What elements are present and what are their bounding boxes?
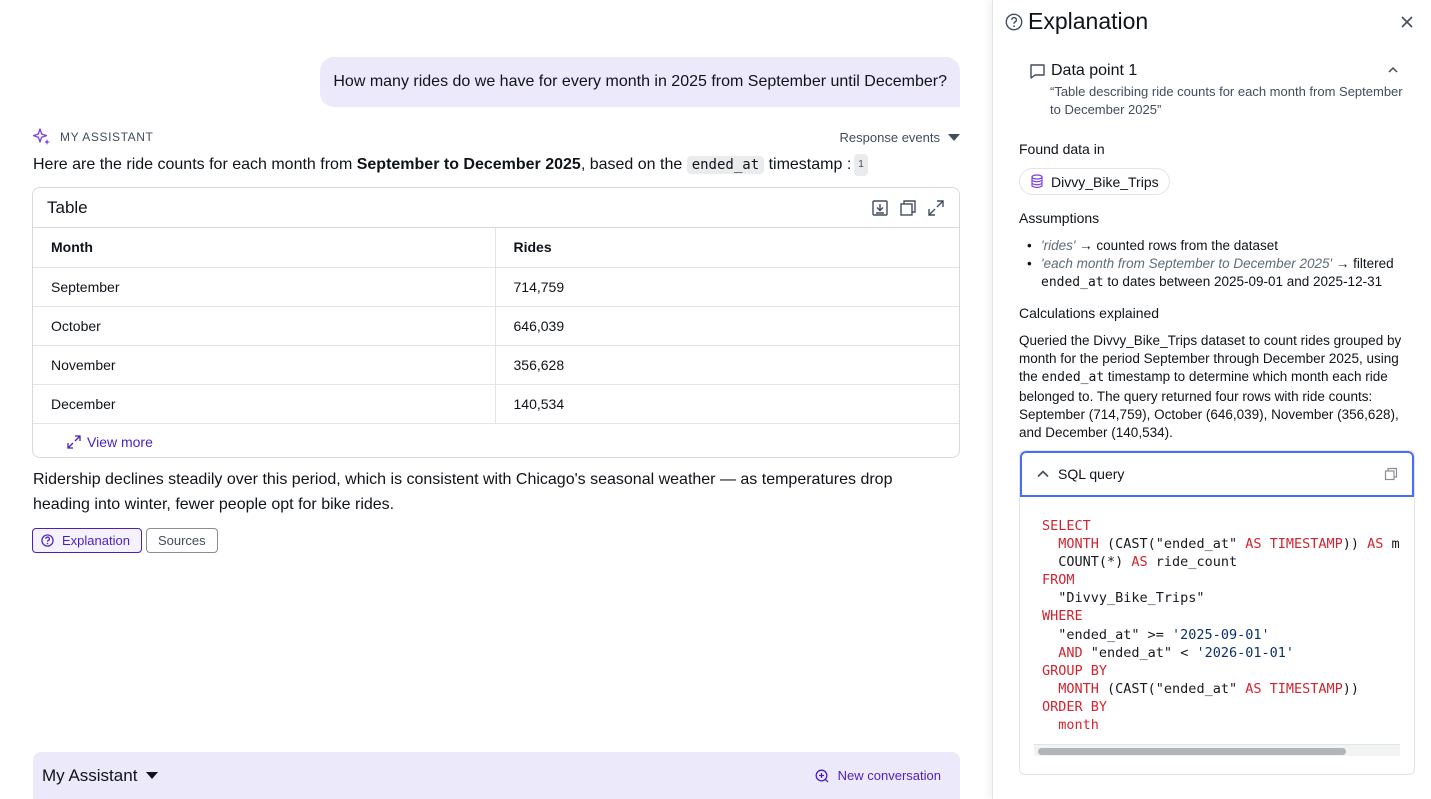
cell-month: October <box>33 306 495 345</box>
assistant-header <box>32 126 960 148</box>
calculations-label: Calculations explained <box>1019 305 1160 321</box>
assumption-text: → filtered <box>1332 256 1394 271</box>
cell-month: November <box>33 345 495 384</box>
assumption-item <box>1027 255 1427 292</box>
cell-rides: 646,039 <box>495 306 959 345</box>
table-title: Table <box>47 197 88 217</box>
citation-badge[interactable]: 1 <box>854 154 868 176</box>
calc-code: ended_at <box>1041 370 1105 386</box>
assumptions-list <box>1027 237 1427 292</box>
assistant-selector-label: My Assistant <box>42 765 138 785</box>
assumption-code: ended_at <box>1041 275 1104 290</box>
answer-intro <box>33 154 868 176</box>
sources-button[interactable] <box>146 528 218 553</box>
assumptions-label: Assumptions <box>1019 210 1100 226</box>
horizontal-scrollbar[interactable] <box>1034 744 1400 756</box>
assumption-term: 'rides' <box>1041 238 1076 253</box>
table-row <box>33 384 959 423</box>
sql-query-card <box>1019 450 1415 775</box>
close-icon[interactable] <box>1399 14 1415 30</box>
new-conversation-button[interactable] <box>815 768 941 783</box>
intro-bold: September to December 2025 <box>356 156 581 173</box>
help-circle-icon <box>41 534 54 547</box>
assumption-term: 'each month from September to December 2025' <box>1041 256 1333 271</box>
sparkle-icon <box>32 127 52 147</box>
explanation-button-label: Explanation <box>62 533 130 548</box>
user-message: How many rides do we have for every month in 2025 from September until December? <box>320 57 960 107</box>
answer-summary: Ridership declines steadily over this period, which is consistent with Chicago's seasonal weather — as temperatures drop heading into winter, fewer people opt for bike rides. <box>33 471 893 513</box>
dataset-name: Divvy_Bike_Trips <box>1051 173 1159 190</box>
scrollbar-thumb[interactable] <box>1038 748 1346 755</box>
expand-icon[interactable] <box>927 199 945 217</box>
new-conversation-label: New conversation <box>837 768 941 783</box>
assumption-text-b: to dates between 2025-09-01 and 2025-12-31 <box>1103 274 1383 289</box>
download-icon[interactable] <box>871 199 889 217</box>
calc-text-b: timestamp to determine which month each ride belonged to. The query returned four rows with ride counts: September (714,759), October (646,039), November (356,628), and December (140,534). <box>1019 369 1399 441</box>
column-header-month[interactable]: Month <box>33 228 495 267</box>
explanation-panel <box>992 0 1431 799</box>
chevron-up-icon <box>1036 467 1050 481</box>
table-row <box>33 345 959 384</box>
assumption-item <box>1027 237 1427 255</box>
cell-rides: 140,534 <box>495 384 959 423</box>
found-data-label: Found data in <box>1019 141 1105 157</box>
response-events-label: Response events <box>839 129 940 145</box>
explanation-button[interactable] <box>32 528 142 553</box>
assistant-label: MY ASSISTANT <box>60 130 154 144</box>
cell-rides: 356,628 <box>495 345 959 384</box>
data-point-title: Data point 1 <box>1051 62 1138 79</box>
calculations-text <box>1019 332 1411 442</box>
table-actions <box>871 199 945 217</box>
sql-query-label: SQL query <box>1058 466 1125 482</box>
new-chat-icon <box>815 769 829 783</box>
response-events-dropdown[interactable] <box>840 130 960 145</box>
help-circle-icon <box>1005 13 1023 31</box>
dataset-chip[interactable] <box>1019 168 1170 195</box>
view-more-link[interactable] <box>33 424 959 459</box>
column-header-rides[interactable]: Rides <box>495 228 959 267</box>
cell-month: September <box>33 267 495 306</box>
view-more-label: View more <box>87 433 153 450</box>
data-point-quote: “Table describing ride counts for each month from September to December 2025” <box>1050 84 1403 117</box>
intro-text: Here are the ride counts for each month from <box>33 156 357 173</box>
composer-header <box>33 752 960 799</box>
caret-down-icon <box>146 772 158 779</box>
sources-button-label: Sources <box>157 533 206 548</box>
result-table-card <box>32 187 960 458</box>
intro-text-mid: , based on the <box>580 156 687 173</box>
table-title-row <box>33 188 959 228</box>
expand-icon <box>67 435 81 449</box>
copy-icon[interactable] <box>899 199 917 217</box>
rides-table <box>33 228 959 424</box>
sql-code-block: SELECT MONTH (CAST("ended_at" AS TIMESTAMP)) AS m COUNT(*) AS ride_count FROM "Divvy_Bike_Trips" WHERE "ended_at" >= '2025-09-01' AND "ended_at" < '2026-01-01' GROUP BY MONTH (CAST("ended_at" AS TIMESTAMP)) ORDER BY month <box>1042 518 1400 729</box>
comment-icon <box>1029 63 1046 80</box>
copy-icon[interactable] <box>1384 467 1398 481</box>
sql-query-toggle[interactable] <box>1020 451 1414 497</box>
table-header-row <box>33 228 959 267</box>
data-point-section <box>1029 62 1407 119</box>
table-row <box>33 306 959 345</box>
data-point-title-row[interactable] <box>1029 62 1407 80</box>
cell-month: December <box>33 384 495 423</box>
inline-code: ended_at <box>687 156 764 174</box>
chevron-up-icon[interactable] <box>1387 64 1399 76</box>
explanation-header <box>1005 8 1148 35</box>
table-row <box>33 267 959 306</box>
calc-text: Queried the Divvy_Bike_Trips dataset to count rides grouped by month for the period September through December 2025, using the <box>1019 333 1402 385</box>
intro-text-suffix: timestamp : <box>764 156 852 173</box>
assistant-selector[interactable] <box>42 766 158 786</box>
caret-down-icon <box>948 134 960 141</box>
response-chips <box>32 528 218 553</box>
database-icon <box>1030 174 1045 189</box>
cell-rides: 714,759 <box>495 267 959 306</box>
explanation-title: Explanation <box>1028 8 1149 34</box>
assumption-text: → counted rows from the dataset <box>1075 238 1279 253</box>
